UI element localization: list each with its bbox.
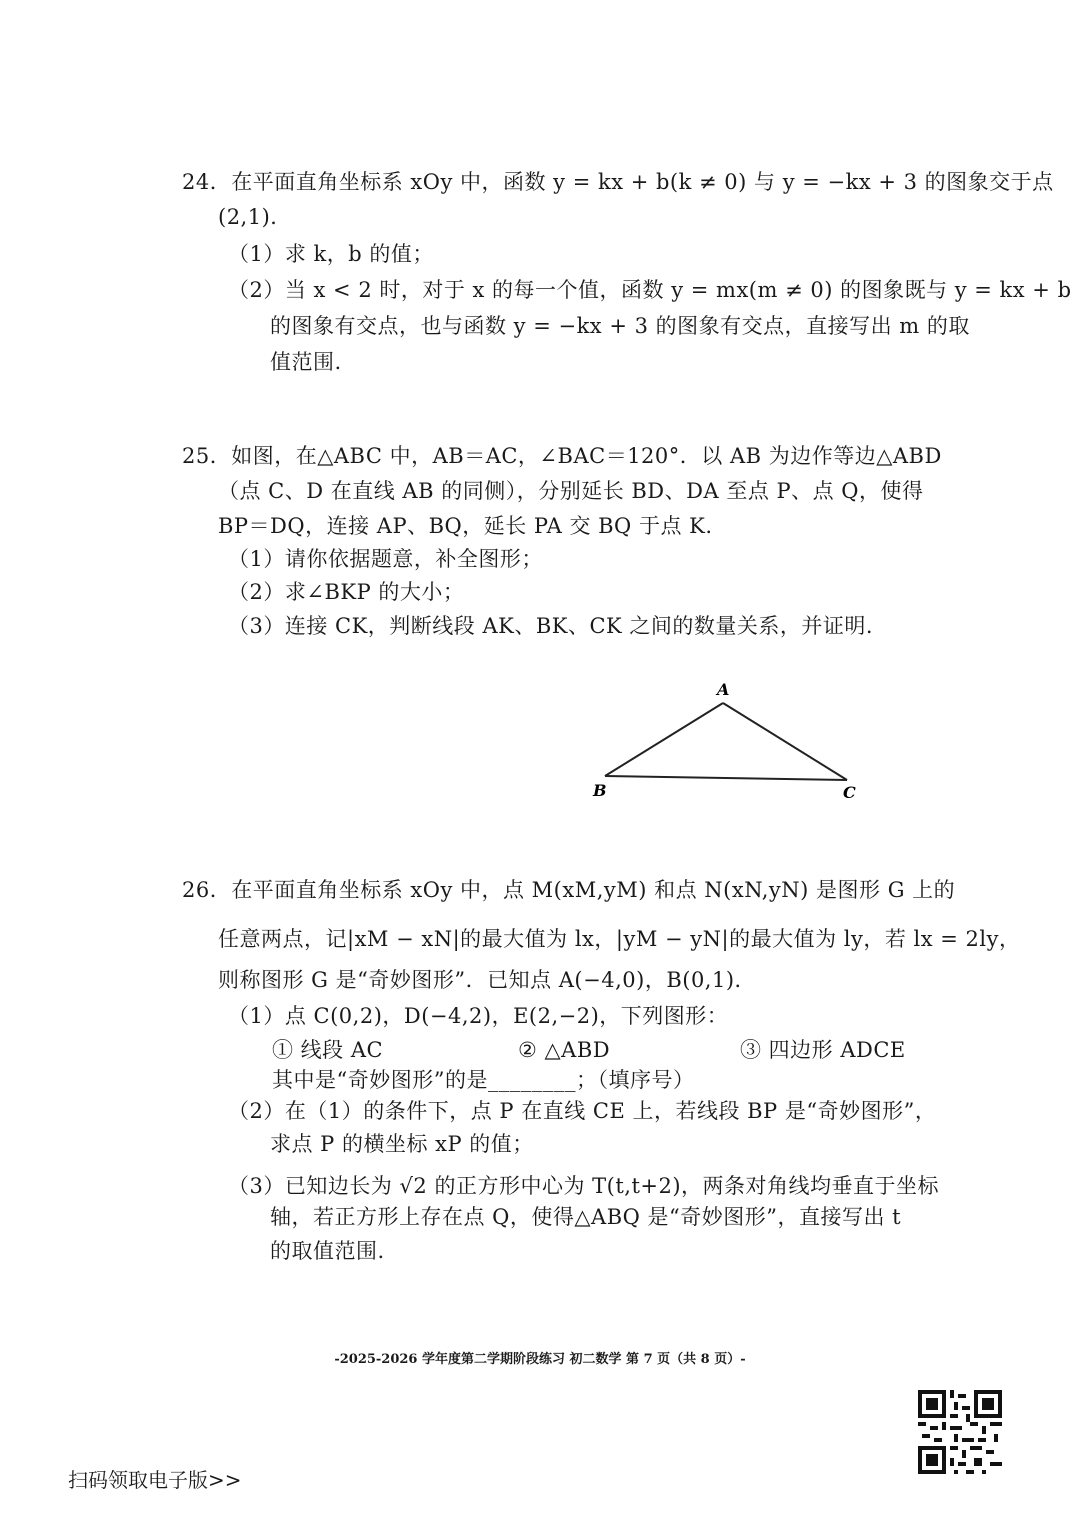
q25-part-3: （3）连接 CK，判断线段 AK、BK、CK 之间的数量关系，并证明. <box>228 614 874 638</box>
q26-part-3-end: 的取值范围. <box>270 1239 385 1263</box>
q26-part-1-blank: 其中是“奇妙图形”的是________；（填序号） <box>272 1068 695 1092</box>
vertex-label-c: C <box>843 783 856 802</box>
q24-part-2-end: 值范围. <box>270 350 342 374</box>
q24-part-2-cont: 的图象有交点，也与函数 y = −kx + 3 的图象有交点，直接写出 m 的取 <box>270 314 970 338</box>
page-footer: -2025-2026 学年度第二学期阶段练习 初二数学 第 7 页（共 8 页）- <box>334 1352 746 1367</box>
qr-code-icon[interactable] <box>918 1390 1002 1474</box>
q26-line-3: 则称图形 G 是“奇妙图形”．已知点 A(−4,0)，B(0,1)． <box>218 968 757 992</box>
q24-part-1: （1）求 k，b 的值； <box>228 242 434 266</box>
q25-line-3: BP＝DQ，连接 AP、BQ，延长 PA 交 BQ 于点 K. <box>218 514 713 538</box>
q24-part-2: （2）当 x < 2 时，对于 x 的每一个值，函数 y = mx(m ≠ 0) 的图象既与 y = kx + b <box>228 278 1072 302</box>
q25-part-1: （1）请你依据题意，补全图形； <box>228 547 543 571</box>
side-bc <box>605 776 847 780</box>
side-ab <box>605 703 723 776</box>
q26-line-1: 26．在平面直角坐标系 xOy 中，点 M(xM,yM) 和点 N(xN,yN) 是图形 G 上的 <box>182 878 956 902</box>
q26-part-3-cont: 轴，若正方形上存在点 Q，使得△ABQ 是“奇妙图形”，直接写出 t <box>270 1205 902 1229</box>
q26-part-3: （3）已知边长为 √2 的正方形中心为 T(t,t+2)，两条对角线均垂直于坐标 <box>228 1174 940 1198</box>
q26-option-3: ③ 四边形 ADCE <box>740 1038 906 1062</box>
vertex-label-b: B <box>593 781 607 800</box>
vertex-label-a: A <box>717 680 730 699</box>
triangle-svg <box>585 676 875 806</box>
q26-part-2-cont: 求点 P 的横坐标 xP 的值； <box>270 1132 534 1156</box>
q25-part-2: （2）求∠BKP 的大小； <box>228 580 465 604</box>
scan-for-digital-link[interactable]: 扫码领取电子版>> <box>68 1468 242 1492</box>
q26-option-1: ① 线段 AC <box>272 1038 384 1062</box>
q24-line-1: 24．在平面直角坐标系 xOy 中，函数 y = kx + b(k ≠ 0) 与 y = −kx + 3 的图象交于点 <box>182 170 1054 194</box>
q24-line-2: (2,1)． <box>218 205 292 229</box>
q26-option-2: ② △ABD <box>518 1038 611 1062</box>
q26-line-2: 任意两点，记|xM − xN|的最大值为 lx，|yM − yN|的最大值为 ly，若 lx = 2ly， <box>218 927 1021 951</box>
q26-part-2: （2）在（1）的条件下，点 P 在直线 CE 上，若线段 BP 是“奇妙图形”， <box>228 1099 937 1123</box>
q25-line-2: （点 C、D 在直线 AB 的同侧），分别延长 BD、DA 至点 P、点 Q，使得 <box>218 479 924 503</box>
q25-line-1: 25．如图，在△ABC 中，AB＝AC，∠BAC＝120°．以 AB 为边作等边△ABD <box>182 444 942 468</box>
q26-part-1: （1）点 C(0,2)，D(−4,2)，E(2,−2)，下列图形： <box>228 1004 729 1028</box>
triangle-figure <box>585 676 875 806</box>
side-ac <box>723 703 847 780</box>
